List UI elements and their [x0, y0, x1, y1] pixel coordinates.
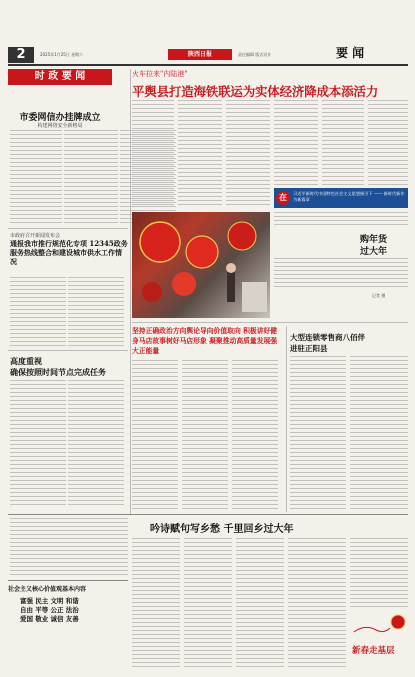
story1-title: 市委网信办挂牌成立: [19, 113, 101, 123]
story3-title: 高度重视: [10, 356, 42, 366]
mid-story-headline: 坚持正确政治方向舆论导向价值取向 积极讲好健身马店故事树好马店形象 凝聚推动高质量发展强大正能量: [132, 327, 278, 355]
story3-body-col1: [10, 380, 66, 508]
masthead-rule: [8, 64, 408, 66]
bottom-story-body-col1: [132, 538, 180, 670]
mid-story-body-col2: [182, 360, 228, 512]
special-banner-emblem: 在: [276, 191, 290, 205]
festival-badge-title: 新春走基层: [352, 646, 395, 656]
photo-subtitle: 过大年: [360, 247, 388, 257]
photo-credit: 记者 摄: [372, 293, 386, 298]
bottom-story-body-col5: [350, 538, 408, 608]
divider: [8, 350, 128, 351]
bottom-story-headline: 吟诗赋句写乡愁 千里回乡过大年: [150, 524, 294, 535]
core-values-title: 社会主义核心价值观基本内容: [8, 586, 87, 593]
top-story-body-col5: [322, 100, 364, 185]
photo-title: 购年货: [360, 235, 388, 245]
date-line: 2025年1月25日 星期六: [40, 52, 84, 57]
story1-body-col2: [64, 130, 118, 225]
top-story-body-col6: [368, 100, 408, 185]
bottom-story-body-col4: [288, 538, 346, 670]
story2-body-col1: [10, 277, 66, 347]
top-story-body-col3: [226, 100, 270, 205]
special-body: [274, 212, 408, 226]
mid-story-body-col3: [232, 360, 278, 512]
right-story-body-col1: [290, 356, 346, 512]
top-story-body-col2: [178, 100, 222, 205]
story3-subtitle: 确保按照时间节点完成任务: [10, 367, 106, 377]
section-banner: [8, 69, 112, 85]
story1-subtitle: 构建网络安全新格局: [37, 123, 83, 129]
section-title: 要 闻: [336, 46, 365, 60]
story2-title: 通报我市推行规范化专项 12345政务服务热线整合和建设城市供水工作情况: [10, 239, 128, 266]
festival-decoration: [350, 612, 408, 668]
top-story-body-col1: [132, 100, 174, 205]
core-values-line: 自由 平等 公正 法治: [20, 606, 79, 614]
lantern-illustration: [132, 212, 270, 318]
core-values-box: [8, 580, 128, 671]
core-values-line: 爱国 敬业 诚信 友善: [20, 615, 79, 623]
right-story-body-col2: [350, 356, 408, 512]
divider: [8, 514, 408, 515]
top-story-headline: 平舆县打造海铁联运为实体经济降成本添活力: [132, 84, 379, 99]
column-rule: [286, 326, 287, 512]
story2-kicker: 市政府召开新闻发布会: [10, 233, 61, 239]
special-banner: [274, 188, 408, 208]
right-story-subheadline: 进驻正阳县: [290, 344, 328, 353]
section-banner-text: 时 政 要 闻: [34, 71, 86, 82]
top-story-body-col4: [274, 100, 318, 185]
story1-body-col1: [10, 130, 62, 225]
top-story-kicker: 火车拉来"内陆港": [132, 70, 188, 78]
core-values-line: 富强 民主 文明 和谐: [20, 597, 79, 605]
edition-info: 责任编辑 版式设计: [238, 52, 272, 57]
column-rule: [130, 69, 131, 514]
festival-badge: [350, 612, 408, 668]
divider: [8, 228, 128, 229]
right-story-headline: 大型连锁零售商八佰伴: [290, 333, 365, 342]
page-number: 2: [8, 47, 34, 63]
bottom-story-body-col2: [184, 538, 232, 670]
story3-body-col2: [68, 380, 124, 508]
lantern-photo: [132, 212, 270, 318]
mid-story-body-col1: [132, 360, 178, 512]
bottom-story-body-col3: [236, 538, 284, 670]
paper-name-badge: 陕西日报: [168, 49, 232, 60]
left-bottom-snippet: [10, 518, 128, 578]
story2-body-col2: [68, 277, 124, 347]
photo-caption-body: [274, 258, 408, 288]
divider: [132, 322, 408, 323]
special-banner-text: 习近平新时代中国特色社会主义思想指引下 —— 新时代新作为新篇章: [293, 191, 405, 202]
